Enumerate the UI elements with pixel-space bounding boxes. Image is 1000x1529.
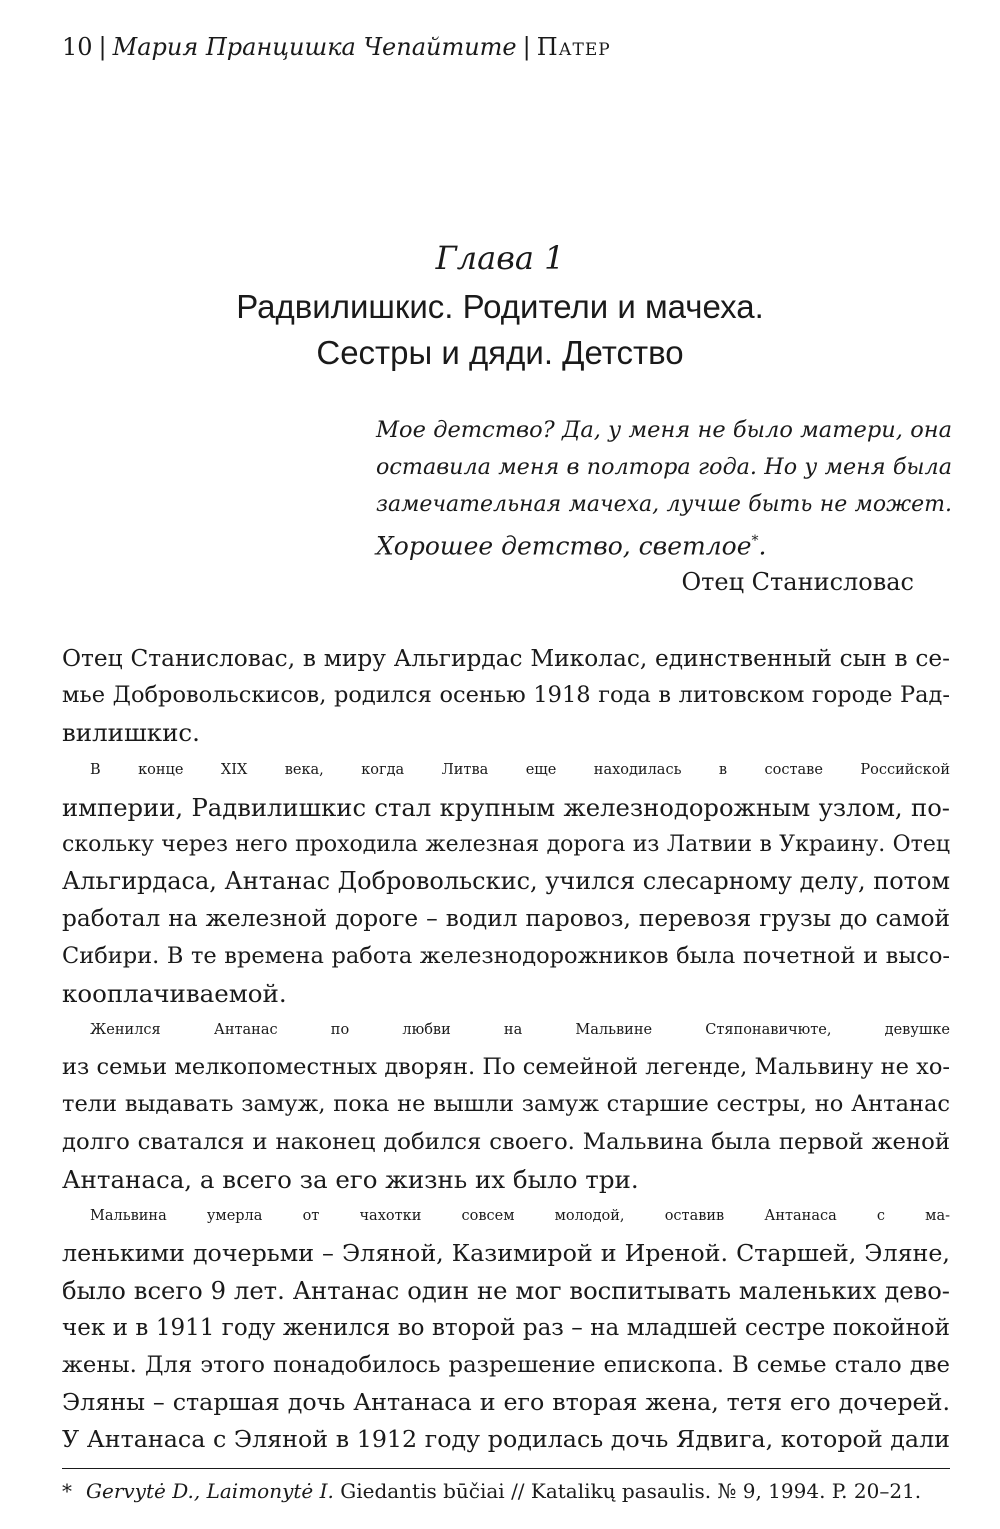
epigraph-footnote-mark[interactable]: * <box>751 533 759 549</box>
header-book-title: Патер <box>536 33 611 61</box>
epigraph-line: замечательная мачеха, лучше быть не может. <box>376 492 952 517</box>
body-line: мье Добровольскисов, родился осенью 1918 года в литовском городе Рад- <box>62 682 950 709</box>
body-line: было всего 9 лет. Антанас один не мог воспитывать маленьких дево- <box>62 1276 950 1306</box>
footnote <box>62 1476 950 1506</box>
body-line: долго сватался и наконец добился своего. Мальвина была первой женой <box>62 1128 950 1155</box>
body-line: Женился Антанас по любви на Мальвине Стяпонавичюте, девушке <box>90 1022 950 1039</box>
body-line: В конце XIX века, когда Литва еще находилась в составе Российской <box>90 761 950 778</box>
body-line: империи, Радвилишкис стал крупным железнодорожным узлом, по- <box>62 792 950 822</box>
body-line: Сибири. В те времена работа железнодорожников была почетной и высо- <box>62 942 950 969</box>
epigraph-line-last <box>376 523 952 564</box>
body-line: Эляны – старшая дочь Антанаса и его вторая жена, тетя его дочерей. <box>62 1388 950 1417</box>
header-author: Мария Пранцишка Чепайтите <box>112 33 517 61</box>
footnote-mark: * <box>62 1479 72 1503</box>
header-separator-2: | <box>522 33 531 61</box>
body-line: Антанаса, а всего за его жизнь их было три. <box>62 1164 639 1194</box>
body-line: У Антанаса с Эляной в 1912 году родилась дочь Ядвига, которой дали <box>62 1425 950 1454</box>
running-header <box>62 30 611 64</box>
chapter-title-line: Радвилишкис. Родители и мачеха. <box>236 288 764 325</box>
footnote-text: Giedantis būčiai // Katalikų pasaulis. № 9, 1994. P. 20–21. <box>340 1479 922 1503</box>
body-line: жены. Для этого понадобилось разрешение епископа. В семье стало две <box>62 1351 950 1378</box>
chapter-number: Глава 1 <box>435 239 565 277</box>
chapter-title-line: Сестры и дяди. Детство <box>316 334 684 371</box>
epigraph-line-text: Хорошее детство, светлое <box>376 531 752 561</box>
body-line: скольку через него проходила железная дорога из Латвии в Украину. Отец <box>62 832 950 858</box>
epigraph-line: Мое детство? Да, у меня не было матери, она <box>376 417 952 443</box>
epigraph-end-punct: . <box>758 531 767 561</box>
body-line: из семьи мелкопоместных дворян. По семейной легенде, Мальвину не хо- <box>62 1054 950 1081</box>
body-text <box>62 640 950 1458</box>
body-line: Отец Станисловас, в миру Альгирдас Миколас, единственный сын в се- <box>62 645 950 672</box>
footnote-divider <box>62 1468 950 1469</box>
page-number: 10 <box>62 33 93 61</box>
body-line: вилишкис. <box>62 718 200 748</box>
chapter-title <box>0 284 1000 376</box>
epigraph-line: оставила меня в полтора года. Но у меня была <box>376 454 952 480</box>
body-line: Альгирдаса, Антанас Добровольскис, учился слесарному делу, потом <box>62 867 951 896</box>
body-line: кооплачиваемой. <box>62 978 287 1008</box>
body-line: чек и в 1911 году женился во второй раз – на младшей сестре покойной <box>62 1314 950 1341</box>
header-separator: | <box>98 33 107 61</box>
footnote-authors: Gervytė D., Laimonytė I. <box>86 1479 334 1503</box>
body-line: работал на железной дороге – водил паровоз, перевозя грузы до самой <box>62 905 950 933</box>
body-line: тели выдавать замуж, пока не вышли замуж старшие сестры, но Антанас <box>62 1091 950 1118</box>
body-line: Мальвина умерла от чахотки совсем молодой, оставив Антанаса с ма- <box>90 1208 950 1225</box>
body-line: ленькими дочерьми – Эляной, Казимирой и Иреной. Старшей, Эляне, <box>62 1239 950 1268</box>
epigraph-attribution: Отец Станисловас <box>681 568 914 596</box>
epigraph <box>376 412 952 564</box>
